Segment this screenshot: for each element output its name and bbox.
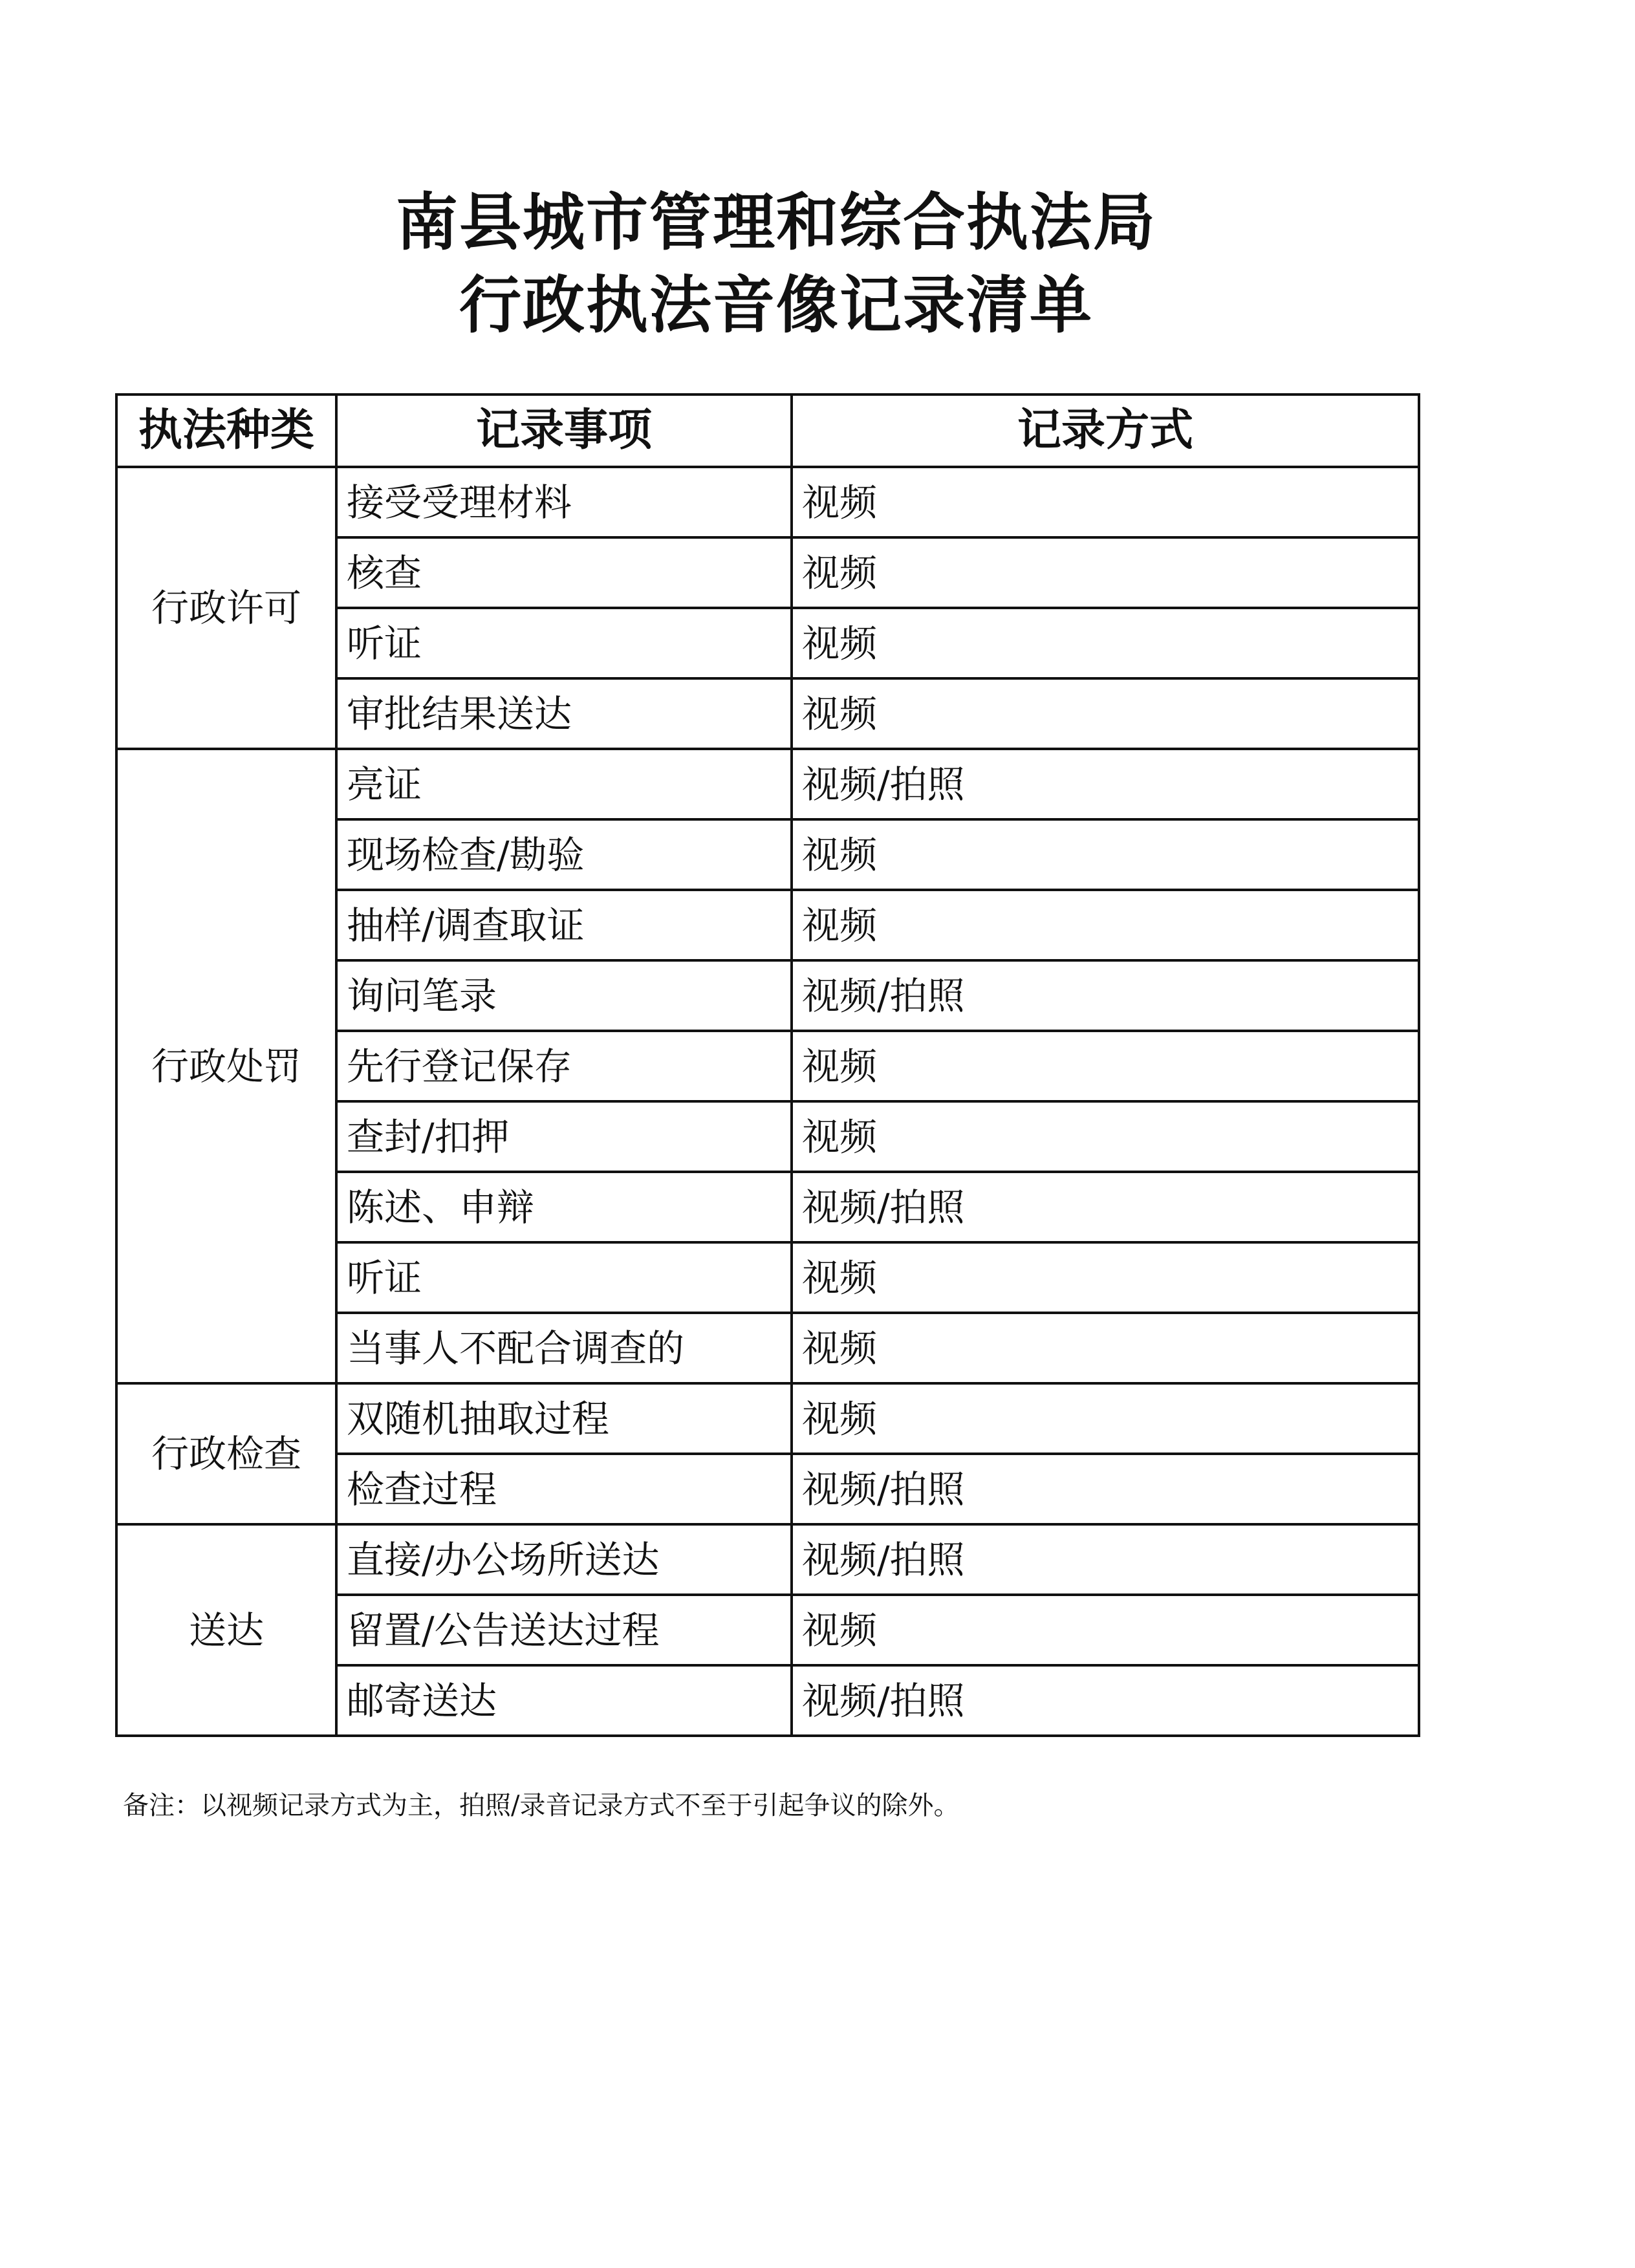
record-method-cell: 视频/拍照 — [792, 1665, 1419, 1736]
record-method-cell: 视频 — [792, 608, 1419, 678]
record-method-cell: 视频/拍照 — [792, 749, 1419, 819]
record-method-cell: 视频/拍照 — [792, 1454, 1419, 1524]
record-item-cell: 审批结果送达 — [336, 678, 792, 749]
header-category: 执法种类 — [116, 394, 336, 467]
record-method-cell: 视频 — [792, 1313, 1419, 1383]
record-item-cell: 邮寄送达 — [336, 1665, 792, 1736]
record-item-cell: 核查 — [336, 537, 792, 608]
category-cell: 行政检查 — [116, 1383, 336, 1524]
record-item-cell: 听证 — [336, 608, 792, 678]
category-cell: 行政许可 — [116, 467, 336, 749]
footnote: 备注：以视频记录方式为主，拍照/录音记录方式不至于引起争议的除外。 — [123, 1791, 960, 1820]
record-method-cell: 视频 — [792, 1101, 1419, 1172]
records-table — [115, 393, 1420, 1737]
record-method-cell: 视频 — [792, 1595, 1419, 1665]
record-method-cell: 视频 — [792, 678, 1419, 749]
table-row — [116, 1524, 1419, 1595]
record-item-cell: 先行登记保存 — [336, 1031, 792, 1101]
record-item-cell: 陈述、申辩 — [336, 1172, 792, 1242]
record-item-cell: 亮证 — [336, 749, 792, 819]
record-method-cell: 视频/拍照 — [792, 1172, 1419, 1242]
record-method-cell: 视频 — [792, 1031, 1419, 1101]
record-item-cell: 现场检查/勘验 — [336, 819, 792, 890]
table-row — [116, 467, 1419, 537]
table-row — [116, 749, 1419, 819]
record-method-cell: 视频 — [792, 819, 1419, 890]
record-item-cell: 留置/公告送达过程 — [336, 1595, 792, 1665]
document-title-line-2: 行政执法音像记录清单 — [459, 269, 1093, 341]
table-header — [116, 394, 1419, 467]
header-row — [116, 394, 1419, 467]
record-method-cell: 视频 — [792, 890, 1419, 960]
record-item-cell: 直接/办公场所送达 — [336, 1524, 792, 1595]
record-item-cell: 双随机抽取过程 — [336, 1383, 792, 1454]
record-item-cell: 检查过程 — [336, 1454, 792, 1524]
category-cell: 行政处罚 — [116, 749, 336, 1383]
record-item-cell: 询问笔录 — [336, 960, 792, 1031]
header-item: 记录事项 — [336, 394, 792, 467]
header-method: 记录方式 — [792, 394, 1419, 467]
table-body — [116, 467, 1419, 1736]
record-item-cell: 查封/扣押 — [336, 1101, 792, 1172]
record-item-cell: 当事人不配合调查的 — [336, 1313, 792, 1383]
record-item-cell: 听证 — [336, 1242, 792, 1313]
record-method-cell: 视频 — [792, 1242, 1419, 1313]
record-item-cell: 抽样/调查取证 — [336, 890, 792, 960]
record-method-cell: 视频 — [792, 1383, 1419, 1454]
record-method-cell: 视频 — [792, 467, 1419, 537]
document-title-line-1: 南县城市管理和综合执法局 — [396, 186, 1156, 259]
record-method-cell: 视频 — [792, 537, 1419, 608]
record-item-cell: 接受受理材料 — [336, 467, 792, 537]
record-method-cell: 视频/拍照 — [792, 1524, 1419, 1595]
table-row — [116, 1383, 1419, 1454]
record-method-cell: 视频/拍照 — [792, 960, 1419, 1031]
category-cell: 送达 — [116, 1524, 336, 1736]
